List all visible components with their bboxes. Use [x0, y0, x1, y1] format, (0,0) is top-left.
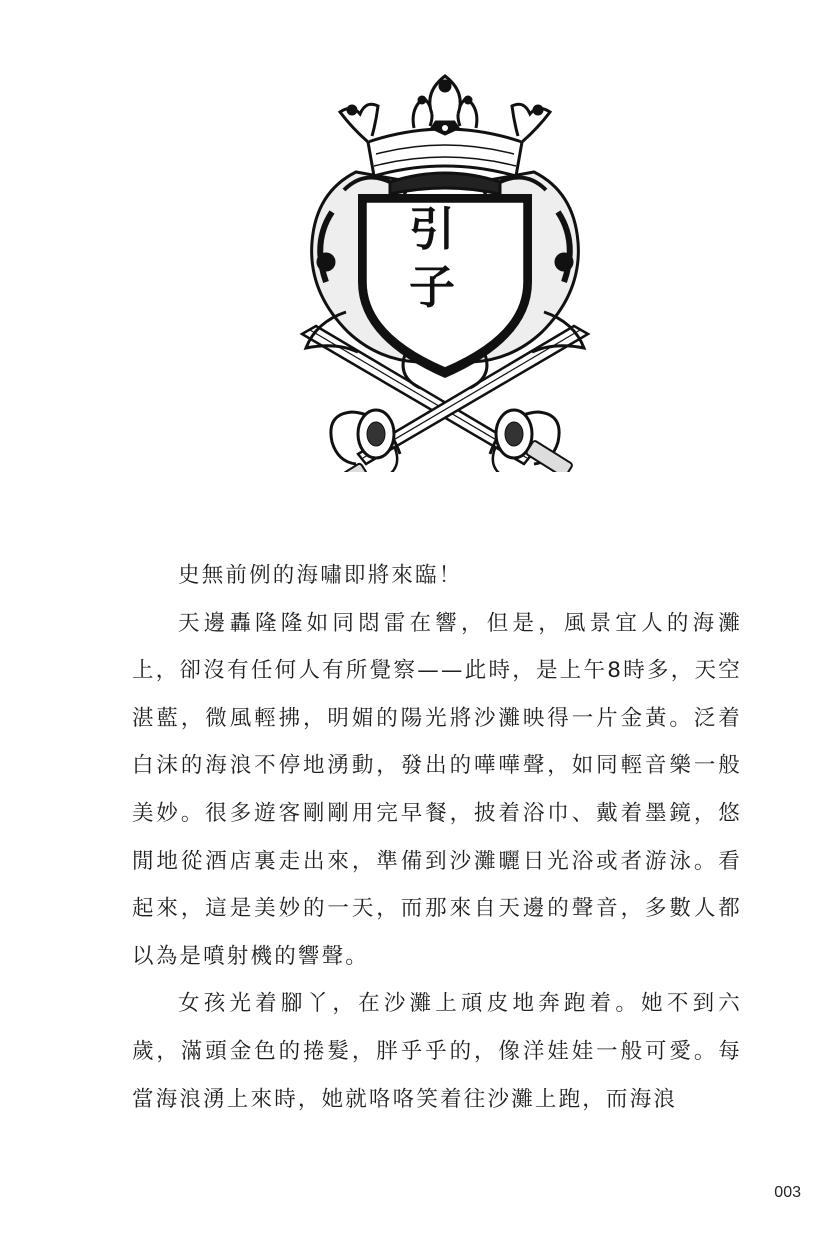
paragraph: 女孩光着腳丫，在沙灘上頑皮地奔跑着。她不到六歲，滿頭金色的捲髮，胖乎乎的，像洋娃娃一般可愛。每當海浪湧上來時，她就咯咯笑着往沙灘上跑，而海浪	[132, 991, 742, 1112]
paragraph: 史無前例的海嘯即將來臨！	[178, 563, 463, 588]
paragraph: 天邊轟隆隆如同悶雷在響，但是，風景宜人的海灘上，卻沒有任何人有所覺察——此時，是上午8時多，天空湛藍，微風輕拂，明媚的陽光將沙灘映得一片金黃。泛着白沫的海浪不停地湧動，發出的嘩嘩聲，如同輕音樂一般美妙。很多遊客剛剛用完早餐，披着浴巾、戴着墨鏡，悠閒地從酒店裏走出來，準備到沙灘曬日光浴或者游泳。看起來，這是美妙的一天，而那來自天邊的聲音，多數人都以為是噴射機的響聲。	[132, 610, 742, 969]
page-number: 003	[774, 1184, 801, 1201]
chapter-title	[392, 200, 472, 316]
chapter-title-char: 引	[409, 202, 455, 256]
body-text	[132, 552, 742, 1123]
chapter-title-char: 子	[409, 260, 455, 314]
